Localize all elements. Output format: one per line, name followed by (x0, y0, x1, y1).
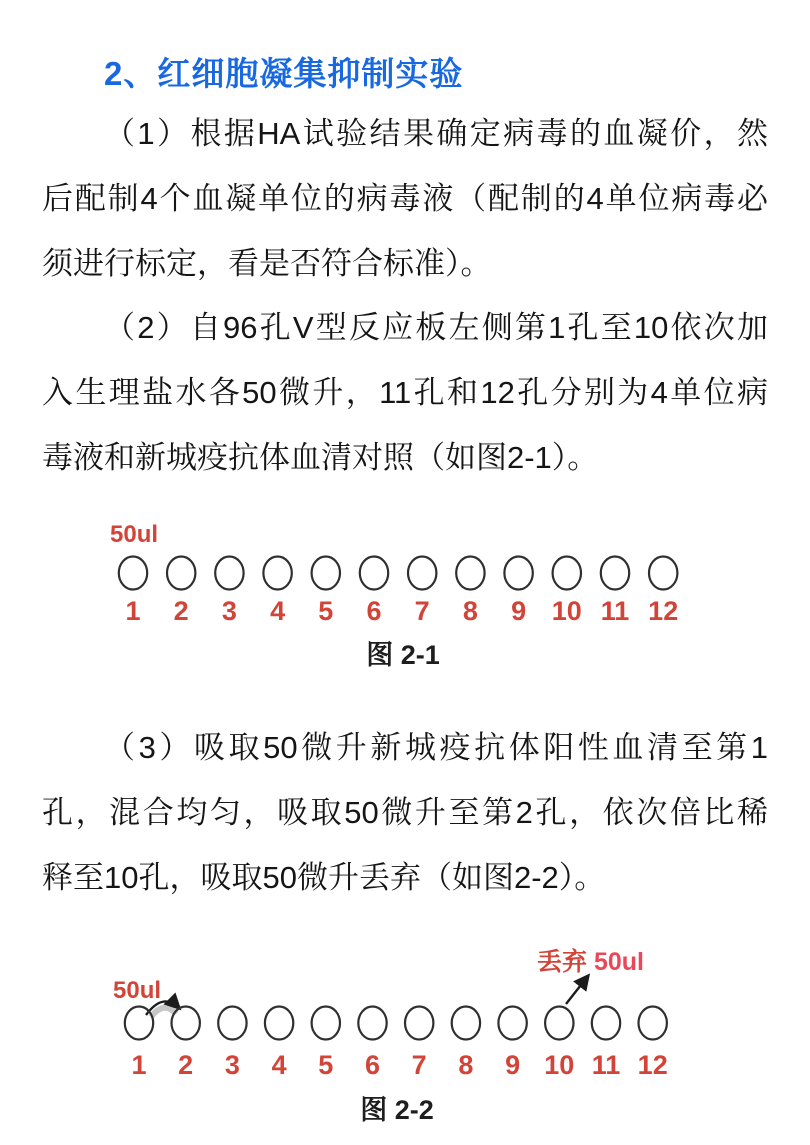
well-circle (498, 1007, 526, 1040)
well-number: 10 (544, 1050, 575, 1080)
well-circle (360, 557, 388, 590)
well-number: 10 (551, 596, 582, 626)
well-circle (172, 1007, 200, 1040)
figure2-discard-label (537, 947, 644, 976)
paragraph-2-line-2: 入生理盐水各50微升，11孔和12孔分别为4单位病 (42, 375, 768, 410)
well-circle (312, 557, 340, 590)
discard-label-volume: 50ul (587, 948, 644, 976)
well-number: 11 (591, 1050, 621, 1080)
well-number: 2 (173, 596, 189, 626)
well-circle (504, 557, 532, 590)
paragraph-1-line-1: （1）根据HA试验结果确定病毒的血凝价，然 (104, 116, 768, 151)
figure1-volume-label: 50ul (110, 521, 159, 548)
well-circle (215, 557, 243, 590)
paragraph-3-line-3: 释至10孔，吸取50微升丢弃（如图2-2）。 (42, 860, 606, 895)
well-number: 11 (600, 596, 630, 626)
well-number: 4 (271, 1050, 287, 1080)
figure1-well-row (119, 557, 678, 590)
well-number: 5 (318, 596, 334, 626)
figure2-caption: 图 2-2 (360, 1095, 434, 1125)
well-number: 2 (178, 1050, 194, 1080)
well-circle (265, 1007, 293, 1040)
paragraph-1-line-2: 后配制4个血凝单位的病毒液（配制的4单位病毒必 (42, 181, 768, 216)
paragraph-3-line-2: 孔，混合均匀，吸取50微升至第2孔，依次倍比稀 (42, 795, 768, 830)
well-number: 6 (366, 596, 382, 626)
well-circle (167, 557, 195, 590)
well-circle (553, 557, 581, 590)
section-heading: 2、红细胞凝集抑制实验 (104, 55, 464, 92)
discard-label-text: 丢弃 (537, 948, 588, 976)
well-circle (119, 557, 147, 590)
well-circle (218, 1007, 246, 1040)
well-circle (408, 557, 436, 590)
figure1-caption: 图 2-1 (366, 640, 440, 670)
well-circle (452, 1007, 480, 1040)
well-number: 7 (414, 596, 430, 626)
figure1-well-numbers (125, 596, 678, 626)
paragraph-3 (42, 715, 768, 910)
figure2-well-numbers (131, 1050, 667, 1080)
figure-2-2 (0, 940, 810, 1145)
well-circle (649, 557, 677, 590)
figure-2-1 (0, 510, 810, 680)
well-number: 8 (458, 1050, 474, 1080)
well-number: 3 (224, 1050, 240, 1080)
well-circle (358, 1007, 386, 1040)
well-number: 6 (364, 1050, 381, 1080)
well-number: 5 (318, 1050, 334, 1080)
well-circle (545, 1007, 573, 1040)
paragraph-3-line-1: （3）吸取50微升新城疫抗体阳性血清至第1 (104, 730, 768, 765)
well-number: 1 (125, 596, 141, 626)
well-circle (592, 1007, 620, 1040)
well-circle (456, 557, 484, 590)
well-circle (639, 1007, 667, 1040)
well-circle (263, 557, 291, 590)
well-number: 12 (637, 1050, 668, 1080)
paragraph-2 (42, 295, 768, 490)
well-circle (405, 1007, 433, 1040)
well-circle (601, 557, 629, 590)
well-number: 1 (131, 1050, 147, 1080)
paragraph-1-line-3: 须进行标定，看是否符合标准）。 (42, 246, 492, 281)
paragraph-1 (42, 101, 768, 296)
well-number: 12 (648, 596, 679, 626)
well-circle (312, 1007, 340, 1040)
well-number: 4 (270, 596, 286, 626)
figure2-volume-label: 50ul (113, 977, 162, 1004)
figure2-well-row (125, 1007, 667, 1040)
well-number: 9 (505, 1050, 521, 1080)
well-number: 8 (462, 596, 478, 626)
well-number: 9 (511, 596, 527, 626)
paragraph-2-line-1: （2）自96孔V型反应板左侧第1孔至10依次加 (104, 310, 768, 345)
well-number: 3 (221, 596, 237, 626)
well-circle (125, 1007, 153, 1040)
paragraph-2-line-3: 毒液和新城疫抗体血清对照（如图2-1）。 (42, 440, 599, 475)
discard-arrow (566, 976, 588, 1004)
well-number: 7 (411, 1050, 427, 1080)
